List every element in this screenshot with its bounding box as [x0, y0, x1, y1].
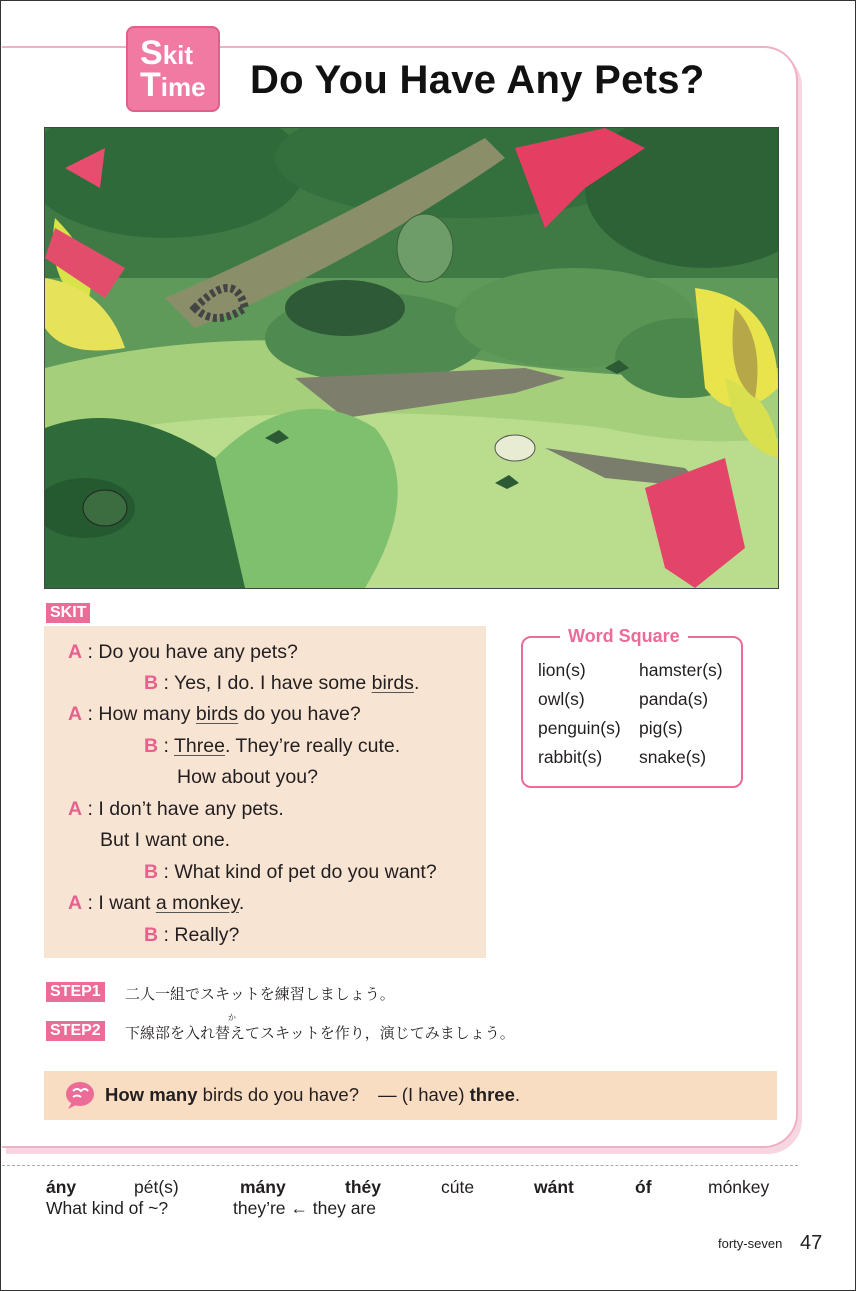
word-square-title: Word Square — [560, 626, 688, 647]
step2-label: STEP2 — [46, 1021, 105, 1041]
replaceable-blank: Three — [174, 735, 225, 757]
vocab-phrase: What kind of ~? — [46, 1198, 169, 1218]
vocab-word: théy — [345, 1177, 381, 1197]
word-square-word: pig(s) — [639, 718, 683, 738]
page-number: 47 — [800, 1232, 823, 1254]
word-square-word: owl(s) — [538, 689, 585, 709]
word-square-word: snake(s) — [639, 747, 707, 767]
page-number-word: forty-seven — [718, 1236, 783, 1251]
speaker-label: A — [68, 703, 83, 725]
step2-text-part: えてスキットを作り，演じてみましょう。 — [230, 1024, 515, 1042]
lion-illustration — [397, 214, 453, 282]
dialog-line-4: B : Three. They’re really cute. — [144, 735, 401, 757]
replaceable-blank: birds — [371, 672, 414, 694]
dialog-text: What kind of pet do you want? — [174, 861, 437, 883]
grammar-sentence — [105, 1084, 520, 1106]
speaker-label: B — [144, 924, 159, 946]
replaceable-blank: birds — [195, 703, 239, 725]
badge-ime: ime — [160, 72, 206, 102]
dialog-text: Yes, I do. I have some — [174, 672, 372, 694]
dialog-line-10: B : Really? — [144, 924, 240, 946]
dialog-line-6: A : I don’t have any pets. — [68, 798, 284, 820]
dialog-text: I want — [98, 892, 156, 914]
dialog-text: How many — [98, 703, 196, 725]
step1-label: STEP1 — [46, 982, 105, 1002]
jungle-illustration — [44, 127, 779, 589]
dialog-line-3: A : How many birds do you have? — [68, 703, 361, 725]
dialog-line-2: B : Yes, I do. I have some birds. — [144, 672, 420, 694]
step2-text-part: 下線部を入れ — [125, 1024, 216, 1042]
dialog-text: . — [238, 892, 245, 914]
speaker-label: A — [68, 892, 83, 914]
speaker-label: A — [68, 798, 83, 820]
pig-illustration — [285, 280, 405, 336]
dialog-text: Do you have any pets? — [98, 641, 298, 663]
vocab-word: ány — [46, 1177, 77, 1197]
hamster-illustration — [495, 435, 535, 461]
dialog-line-1: A : Do you have any pets? — [68, 641, 298, 663]
grammar-point — [44, 1071, 777, 1120]
dialog-text: . They’re really cute. — [224, 735, 401, 757]
dialog-text: I don’t have any pets. — [98, 798, 284, 820]
grammar-bold: How many — [105, 1084, 198, 1105]
skit-label: SKIT — [46, 603, 90, 623]
vocab-phrase: they’re ← they are — [233, 1198, 376, 1218]
furigana: か — [228, 1013, 236, 1022]
word-square-word: rabbit(s) — [538, 747, 603, 767]
dog-illustration — [83, 490, 127, 526]
grammar-dash: — — [378, 1084, 397, 1105]
dialog-text: Really? — [174, 924, 240, 946]
step2-kanji: 替 — [215, 1024, 231, 1042]
replaceable-blank: a monkey — [155, 892, 239, 914]
divider — [2, 1165, 798, 1166]
page-title: Do You Have Any Pets? — [250, 58, 705, 102]
grammar-text: . — [514, 1084, 521, 1105]
vocab-word: cúte — [441, 1177, 475, 1197]
word-square-word: penguin(s) — [538, 718, 621, 738]
dialog-text: do you have? — [238, 703, 361, 725]
dialog-line-9: A : I want a monkey. — [68, 892, 245, 914]
dialog-text: . — [413, 672, 420, 694]
vocab-word: pét(s) — [134, 1177, 179, 1197]
skit-dialog — [44, 626, 486, 958]
dialog-line-8: B : What kind of pet do you want? — [144, 861, 437, 883]
vocab-word: óf — [635, 1177, 652, 1197]
step2-instruction — [125, 1022, 515, 1043]
vocab-word: mány — [240, 1177, 286, 1197]
word-square-word: hamster(s) — [639, 660, 723, 680]
vocab-word: mónkey — [708, 1177, 770, 1197]
word-square-word: panda(s) — [639, 689, 709, 709]
dialog-line-5: How about you? — [177, 766, 318, 788]
speaker-label: B — [144, 672, 159, 694]
speech-bubble-icon — [64, 1080, 96, 1110]
grammar-text: (I have) — [401, 1084, 465, 1105]
vocab-word: wánt — [534, 1177, 574, 1197]
dialog-line-7: But I want one. — [100, 829, 231, 851]
word-square-word: lion(s) — [538, 660, 586, 680]
grammar-bold: three — [469, 1084, 515, 1105]
step1-instruction: 二人一組でスキットを練習しましょう。 — [125, 985, 395, 1003]
speaker-label: A — [68, 641, 83, 663]
skit-time-badge — [126, 26, 220, 112]
speaker-label: B — [144, 861, 159, 883]
grammar-text: birds do you have? — [197, 1084, 359, 1105]
badge-kit: kit — [162, 40, 194, 70]
badge-initial-s: S — [140, 34, 163, 72]
badge-initial-t: T — [140, 66, 161, 104]
speaker-label: B — [144, 735, 159, 757]
